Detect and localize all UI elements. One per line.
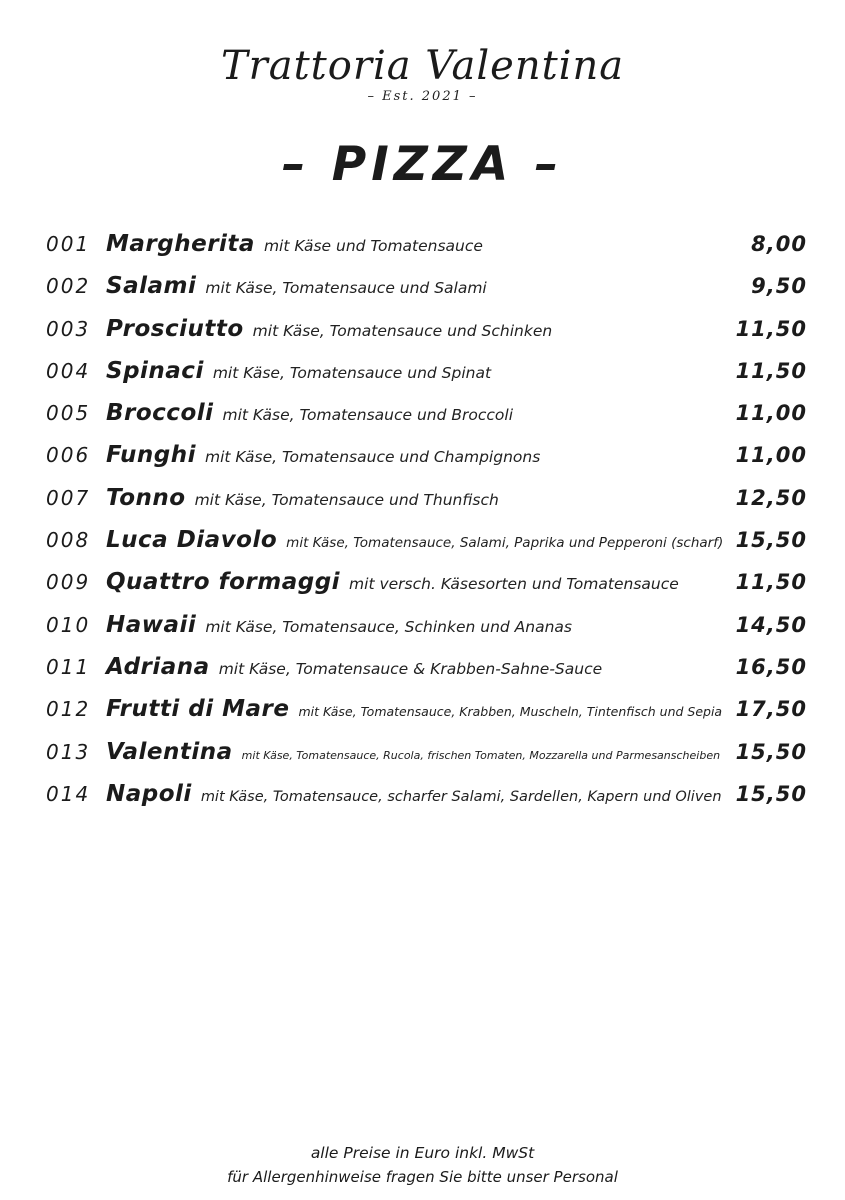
item-description: mit Käse, Tomatensauce, Rucola, frischen Tomaten, Mozzarella und Parmesanscheiben [241, 748, 721, 762]
item-number: 005 [46, 401, 91, 426]
menu-item-list [46, 231, 807, 823]
item-description: mit Käse, Tomatensauce, Schinken und Ananas [205, 617, 572, 636]
item-price: 11,50 [735, 358, 807, 383]
item-number: 011 [46, 654, 91, 679]
item-description: mit Käse, Tomatensauce, scharfer Salami, Sardellen, Kapern und Oliven [200, 788, 722, 805]
item-name: Margherita [106, 231, 255, 257]
item-description: mit versch. Käsesorten und Tomatensauce [349, 575, 679, 594]
item-description: mit Käse, Tomatensauce und Salami [205, 279, 487, 298]
menu-item-row [46, 442, 807, 484]
item-number: 014 [46, 781, 91, 806]
item-number: 010 [46, 612, 91, 637]
item-price: 15,50 [735, 739, 807, 764]
item-number: 012 [46, 697, 91, 722]
item-name: Luca Diavolo [106, 527, 278, 554]
item-number: 006 [46, 443, 91, 468]
item-price: 12,50 [735, 485, 807, 510]
item-price: 9,50 [751, 274, 807, 299]
item-description: mit Käse, Tomatensauce und Thunfisch [194, 490, 499, 509]
item-description: mit Käse, Tomatensauce & Krabben-Sahne-Sauce [218, 659, 603, 678]
menu-item-row [46, 527, 807, 569]
menu-item-row [46, 569, 807, 611]
menu-item-row [46, 273, 807, 315]
item-number: 007 [46, 485, 91, 510]
item-name: Frutti di Mare [106, 696, 290, 723]
established-line: – Est. 2021 – [367, 89, 478, 104]
section-title-pizza: – PIZZA – [281, 137, 564, 192]
menu-item-row [46, 231, 807, 273]
menu-item-row [46, 654, 807, 696]
item-number: 009 [46, 570, 91, 595]
item-description: mit Käse und Tomatensauce [263, 237, 483, 255]
item-price: 11,50 [735, 570, 807, 595]
item-price: 17,50 [735, 697, 807, 722]
item-number: 001 [46, 232, 91, 256]
item-number: 008 [46, 528, 91, 553]
item-price: 11,00 [735, 443, 807, 468]
menu-item-row [46, 781, 807, 823]
item-name: Salami [106, 273, 197, 300]
item-number: 013 [46, 739, 91, 764]
menu-footer [0, 1144, 845, 1186]
item-name: Broccoli [106, 400, 214, 427]
item-price: 16,50 [735, 654, 807, 679]
item-name: Spinaci [106, 357, 204, 384]
item-description: mit Käse, Tomatensauce und Spinat [212, 363, 492, 382]
item-name: Hawaii [106, 611, 197, 638]
item-description: mit Käse, Tomatensauce und Broccoli [222, 406, 513, 425]
item-name: Quattro formaggi [106, 569, 341, 596]
item-number: 003 [46, 316, 91, 341]
item-name: Adriana [106, 653, 210, 680]
menu-item-row [46, 696, 807, 738]
item-price: 11,50 [735, 316, 807, 341]
restaurant-logo [0, 44, 845, 104]
item-name: Funghi [106, 442, 196, 469]
item-description: mit Käse, Tomatensauce, Salami, Paprika und Pepperoni (scharf) [286, 535, 724, 552]
menu-item-row [46, 400, 807, 442]
item-name: Tonno [106, 484, 186, 511]
menu-item-row [46, 612, 807, 654]
item-price: 11,00 [735, 401, 807, 426]
menu-item-row [46, 485, 807, 527]
item-name: Napoli [106, 780, 192, 807]
item-price: 14,50 [735, 612, 807, 637]
item-price: 15,50 [735, 528, 807, 553]
item-name: Valentina [106, 738, 233, 765]
restaurant-name: Trattoria Valentina [220, 43, 625, 89]
item-number: 002 [46, 274, 91, 299]
item-price: 15,50 [735, 781, 807, 806]
footer-allergen-note: für Allergenhinweise fragen Sie bitte unser Personal [227, 1168, 618, 1186]
menu-item-row [46, 316, 807, 358]
item-description: mit Käse, Tomatensauce und Schinken [252, 321, 553, 340]
menu-item-row [46, 739, 807, 781]
menu-item-row [46, 358, 807, 400]
item-number: 004 [46, 358, 91, 383]
item-description: mit Käse, Tomatensauce, Krabben, Muscheln, Tintenfisch und Sepia [298, 704, 723, 720]
item-name: Prosciutto [106, 315, 244, 342]
item-price: 8,00 [751, 232, 807, 256]
footer-prices-note: alle Preise in Euro inkl. MwSt [310, 1144, 535, 1162]
item-description: mit Käse, Tomatensauce und Champignons [204, 448, 541, 467]
